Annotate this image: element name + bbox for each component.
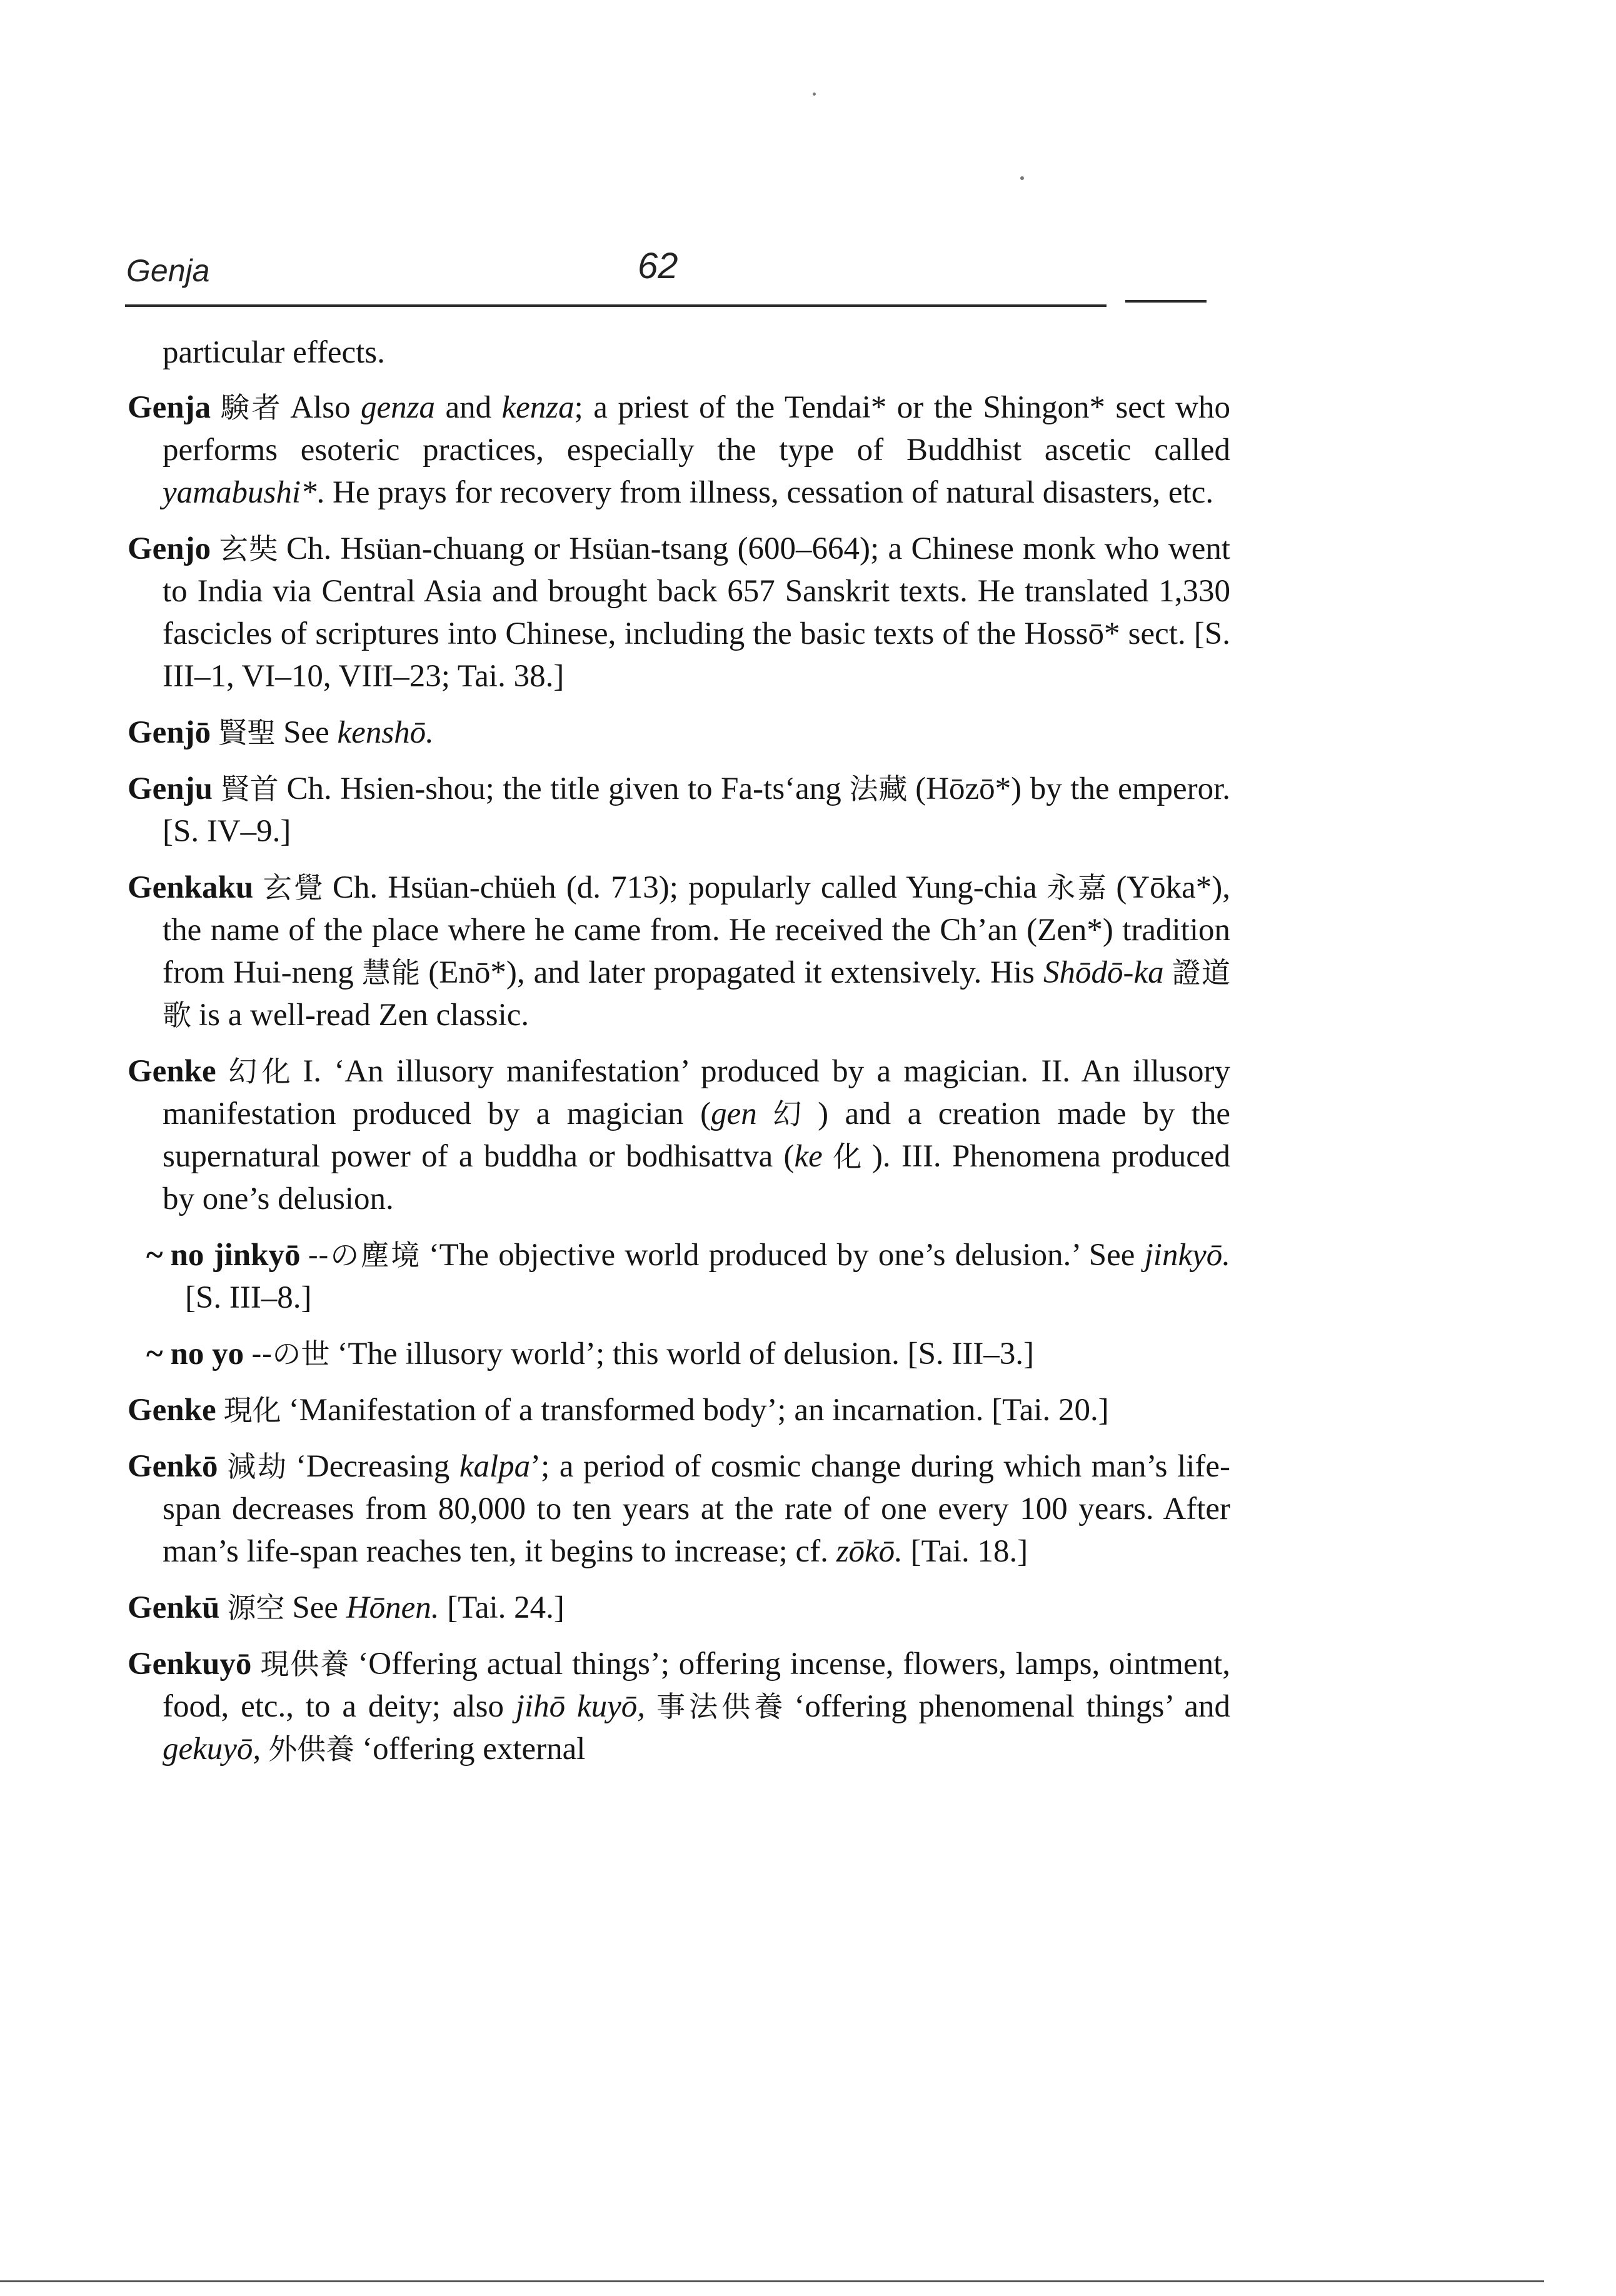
entry-genkaku xyxy=(128,866,1230,1036)
definition-text: is a well-read Zen classic. xyxy=(199,998,529,1033)
definition-text: See xyxy=(292,1590,346,1625)
headword: no yo xyxy=(170,1336,244,1371)
definition-text: I. ‘An illusory manifestation’ produced by a magician. II. An illusory manifestation produced by a magician ( xyxy=(163,1054,1230,1131)
definition-text: Ch. Hsüan-chuang or Hsüan-tsang (600–664); a Chinese monk who went to India via Central Asia and brought back 657 Sanskrit texts. He translated 1,330 fascicles of scriptures into Chinese, including the basic texts of the Hossō* sect. [S. III–1, VI–10, VIII–23; Tai. 38.] xyxy=(163,531,1231,694)
kanji: 外供養 xyxy=(268,1732,355,1766)
definition-text: Ch. Hsien-shou; the title given to Fa-ts‘ang xyxy=(286,771,841,806)
italic-term: zōkō. xyxy=(836,1534,903,1569)
definition-text: ’; a period of cosmic change during which man’s life-span decreases from 80,000 to ten years at the rate of one every 100 years. After man’s life-span reaches ten, it begins to increase; cf. xyxy=(163,1449,1231,1569)
running-head: Genja xyxy=(126,253,210,288)
headword: Genkō xyxy=(128,1449,218,1484)
kanji: 玄奘 xyxy=(218,532,279,566)
kanji: 賢首 xyxy=(220,772,279,806)
entry-genke xyxy=(128,1050,1230,1220)
kanji: 法藏 xyxy=(848,772,908,806)
definition-text: Also xyxy=(290,390,361,425)
italic-term: jihō kuyō, xyxy=(515,1689,645,1724)
definition-text: ). III. Phenomena produced by one’s delusion. xyxy=(163,1139,1230,1216)
definition-text: ‘Decreasing xyxy=(295,1449,459,1484)
italic-term: gen xyxy=(711,1096,757,1131)
kanji: 幻 xyxy=(764,1097,811,1131)
kanji: 減劫 xyxy=(225,1450,288,1483)
swung-dash: ~ xyxy=(146,1336,163,1371)
definition-text: [Tai. 18.] xyxy=(902,1534,1028,1569)
definition-text: . He prays for recovery from illness, cessation of natural disasters, etc. xyxy=(316,475,1214,510)
headword: Genke xyxy=(128,1054,216,1089)
kanji: --の世 xyxy=(251,1337,330,1371)
entry-genku xyxy=(128,1587,1230,1629)
italic-term: gekuyō, xyxy=(163,1732,261,1767)
header-rule-short xyxy=(1125,300,1207,303)
definition-text: Ch. Hsüan-chüeh (d. 713); popularly called Yung-chia xyxy=(332,870,1037,905)
italic-term: kenshō. xyxy=(337,715,434,750)
italic-term: Hōnen. xyxy=(346,1590,439,1625)
italic-term: genza xyxy=(361,390,436,425)
headword: Genju xyxy=(128,771,213,806)
kanji: 源空 xyxy=(227,1591,285,1625)
definition-text: ‘The objective world produced by one’s delusion.’ See xyxy=(428,1238,1145,1273)
entry-genke-incarnation xyxy=(128,1389,1230,1431)
swung-dash: ~ xyxy=(146,1238,163,1273)
headword: Genjo xyxy=(128,531,211,566)
kanji: 證道歌 xyxy=(163,956,1230,1032)
paper-speck xyxy=(813,93,816,96)
italic-term: kalpa xyxy=(459,1449,531,1484)
definition-text: See xyxy=(283,715,338,750)
definition-text: [Tai. 24.] xyxy=(439,1590,565,1625)
definition-text: ‘offering phenomenal things’ and xyxy=(794,1689,1230,1724)
kanji: --の塵境 xyxy=(308,1238,421,1272)
entry-genjo xyxy=(128,528,1230,698)
headword: Genkuyō xyxy=(128,1647,252,1682)
entry-genjo-kensho xyxy=(128,711,1230,754)
kanji: 永嘉 xyxy=(1044,871,1109,905)
entry-genkuyo xyxy=(128,1643,1230,1770)
kanji: 化 xyxy=(830,1140,865,1173)
headword: Genke xyxy=(128,1393,216,1428)
definition-text: (Yōka*), the name of the place where he came from. He received the Ch’an (Zen*) tradition from Hui-neng xyxy=(163,870,1231,990)
definition-text: ‘Offering actual things’; offering incense, flowers, lamps, ointment, food, etc., to a deity; also xyxy=(163,1647,1231,1724)
definition-text: ‘offering external xyxy=(362,1732,586,1767)
definition-text: ‘Manifestation of a transformed body’; an incarnation. [Tai. 20.] xyxy=(288,1393,1109,1428)
kanji: 現供養 xyxy=(259,1647,351,1681)
continuation-text: particular effects. xyxy=(163,335,385,370)
paper-speck xyxy=(1020,176,1024,180)
headword: no jinkyō xyxy=(170,1238,301,1273)
dictionary-page-body xyxy=(128,331,1230,1784)
kanji: 幻化 xyxy=(223,1055,296,1088)
entry-genja xyxy=(128,386,1230,514)
page-number: 62 xyxy=(638,246,678,286)
scan-edge-line xyxy=(0,2280,1544,2282)
italic-term: Shōdō-ka xyxy=(1043,955,1164,990)
definition-text: [S. III–8.] xyxy=(185,1280,312,1315)
subentry-genke-no-yo xyxy=(128,1333,1230,1375)
definition-text: (Hōzō*) by the emperor. [S. IV–9.] xyxy=(163,771,1230,849)
kanji: 玄覺 xyxy=(261,871,325,905)
entry-genju xyxy=(128,768,1230,853)
kanji: 験者 xyxy=(218,391,283,424)
kanji: 事法供養 xyxy=(652,1690,787,1723)
kanji: 慧能 xyxy=(361,956,421,990)
kanji: 賢聖 xyxy=(218,716,276,749)
headword: Genjō xyxy=(128,715,211,750)
italic-term: yamabushi* xyxy=(163,475,317,510)
kanji: 現化 xyxy=(223,1393,281,1427)
subentry-genke-no-jinkyo xyxy=(128,1234,1230,1319)
italic-term: ke xyxy=(794,1139,823,1174)
headword: Genkaku xyxy=(128,870,254,905)
italic-term: kenza xyxy=(501,390,575,425)
header-rule xyxy=(125,304,1107,307)
definition-text: ‘The illusory world’; this world of delusion. [S. III–3.] xyxy=(337,1336,1035,1371)
definition-text: ) and a creation made by the supernatural power of a buddha or bodhisattva ( xyxy=(163,1096,1231,1174)
italic-term: jinkyō. xyxy=(1144,1238,1230,1273)
headword: Genja xyxy=(128,390,211,425)
definition-text: ; a priest of the Tendai* or the Shingon* sect who performs esoteric practices, especially the type of Buddhist ascetic called xyxy=(163,390,1230,468)
entry-genko xyxy=(128,1445,1230,1573)
definition-text: and xyxy=(435,390,502,425)
definition-text: (Enō*), and later propagated it extensively. His xyxy=(428,955,1043,990)
headword: Genkū xyxy=(128,1590,220,1625)
